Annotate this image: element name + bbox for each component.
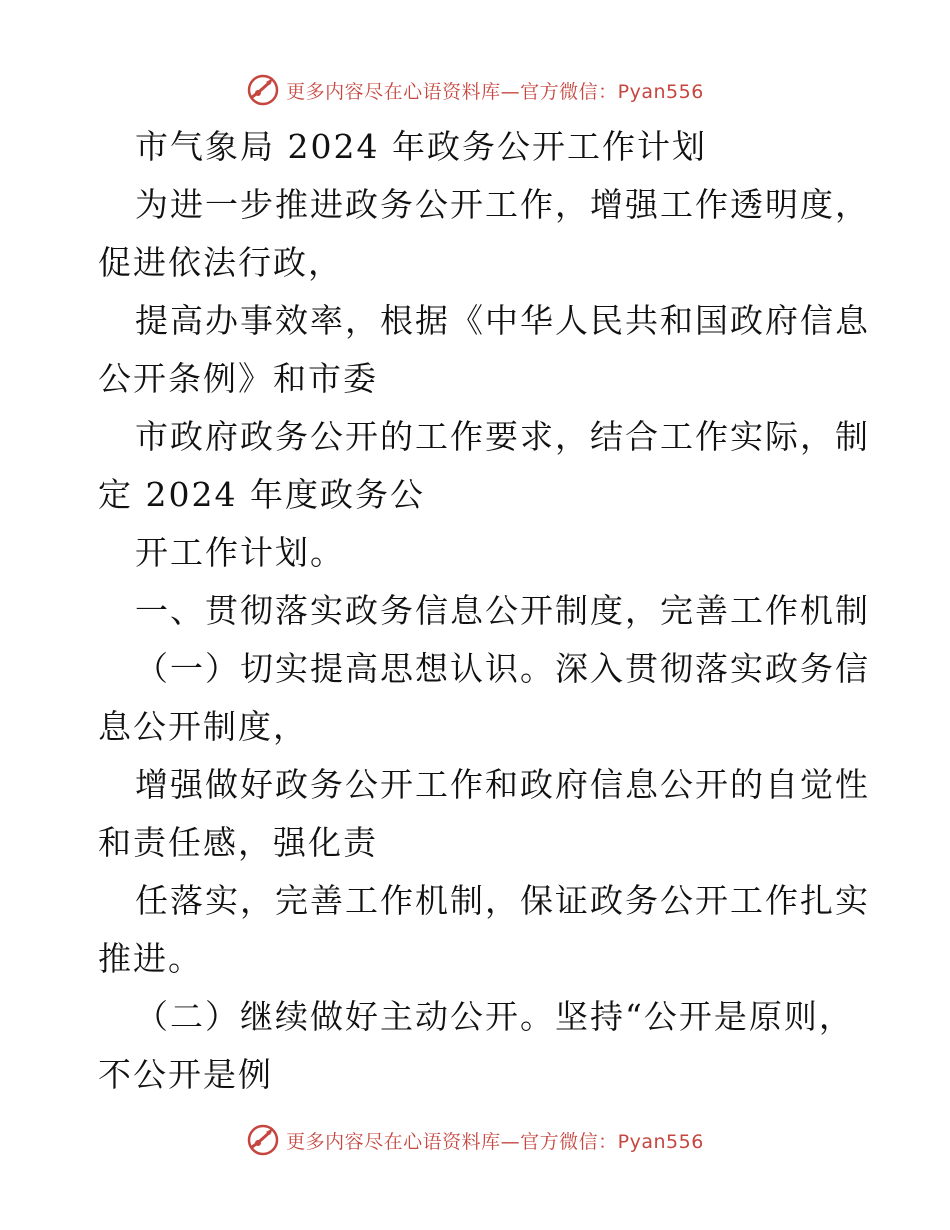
paragraph-line: 不公开是例 [98, 1055, 273, 1094]
paragraph-line: 息公开制度， [98, 707, 308, 746]
paragraph-line: 增强做好政务公开工作和政府信息公开的自觉性 [135, 765, 870, 804]
paragraph-line: 促进依法行政， [98, 243, 343, 282]
section-heading: 一、贯彻落实政务信息公开制度，完善工作机制 [135, 591, 870, 630]
pen-logo-icon [246, 1123, 280, 1157]
paragraph-line: （二）继续做好主动公开。坚持“公开是原则， [135, 997, 854, 1036]
header-watermark [0, 70, 950, 110]
document-body [98, 118, 870, 1104]
paragraph-line: 为进一步推进政务公开工作，增强工作透明度， [135, 185, 870, 224]
paragraph-line: 任落实，完善工作机制，保证政务公开工作扎实 [135, 881, 870, 920]
paragraph-line: （一）切实提高思想认识。深入贯彻落实政务信 [135, 649, 870, 688]
watermark-text: 更多内容尽在心语资料库—官方微信：Pyan556 [286, 80, 704, 103]
paragraph-line: 推进。 [98, 939, 203, 978]
paragraph-line: 提高办事效率，根据《中华人民共和国政府信息 [135, 301, 870, 340]
paragraph-line: 和责任感，强化责 [98, 823, 378, 862]
paragraph-line: 公开条例》和市委 [98, 359, 378, 398]
pen-logo-icon [246, 73, 280, 107]
paragraph-line: 市政府政务公开的工作要求，结合工作实际，制 [135, 417, 870, 456]
paragraph-line: 定 2024 年度政务公 [98, 475, 425, 514]
footer-watermark [0, 1120, 950, 1160]
paragraph-line: 开工作计划。 [135, 533, 345, 572]
document-title: 市气象局 2024 年政务公开工作计划 [135, 127, 707, 166]
watermark-text: 更多内容尽在心语资料库—官方微信：Pyan556 [286, 1130, 704, 1153]
